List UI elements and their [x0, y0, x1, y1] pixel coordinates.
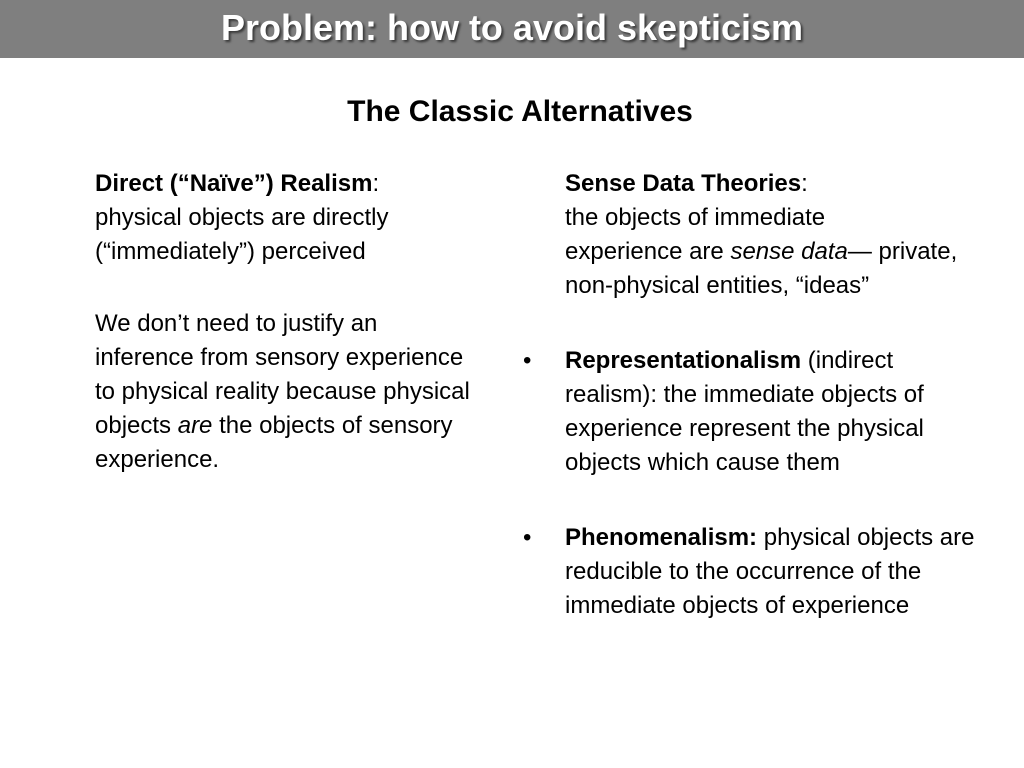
- title-bar: [0, 0, 1024, 58]
- sense-data-heading: Sense Data Theories: [565, 170, 802, 197]
- phenomenalism-text: physical objects are reducible to the occurrence of the immediate objects of experience: [565, 524, 975, 619]
- slide-subtitle: The Classic Alternatives: [347, 95, 693, 128]
- bullet-phenomenalism: [523, 521, 985, 623]
- bullet-representationalism: [523, 344, 985, 480]
- right-column: [523, 167, 985, 623]
- justification-paragraph: [95, 307, 480, 477]
- bullet-marker: •: [523, 524, 532, 551]
- justification-text-before: We don’t need to justify an inference from sensory experience to physical reality because physical objects: [95, 310, 470, 439]
- phenomenalism-term: Phenomenalism:: [565, 524, 758, 551]
- sense-data-text-after: — private, non-physical entities, “ideas”: [565, 238, 958, 299]
- slide-title: Problem: how to avoid skepticism: [220, 7, 804, 48]
- bullet-marker: •: [523, 347, 532, 374]
- direct-realism-colon: :: [372, 170, 380, 197]
- justification-text-after: the objects of sensory experience.: [95, 412, 453, 473]
- sense-data-emphasis: sense data: [730, 238, 848, 265]
- direct-realism-heading: Direct (“Naïve”) Realism: [95, 170, 373, 197]
- sense-data-line-1: the objects of immediate: [565, 204, 826, 231]
- representationalism-text: (indirect realism): the immediate objects of experience represent the physical objects which cause them: [565, 347, 924, 476]
- sense-data-colon: :: [801, 170, 808, 197]
- direct-realism-paragraph: [95, 167, 480, 269]
- direct-realism-line-1: physical objects are directly: [95, 204, 389, 231]
- justification-emphasis: are: [177, 412, 213, 439]
- sense-data-paragraph: [565, 167, 985, 303]
- left-column: [95, 167, 480, 477]
- representationalism-term: Representationalism: [565, 347, 802, 374]
- direct-realism-line-2: (“immediately”) perceived: [95, 238, 366, 265]
- sense-data-text-before: experience are: [565, 238, 731, 265]
